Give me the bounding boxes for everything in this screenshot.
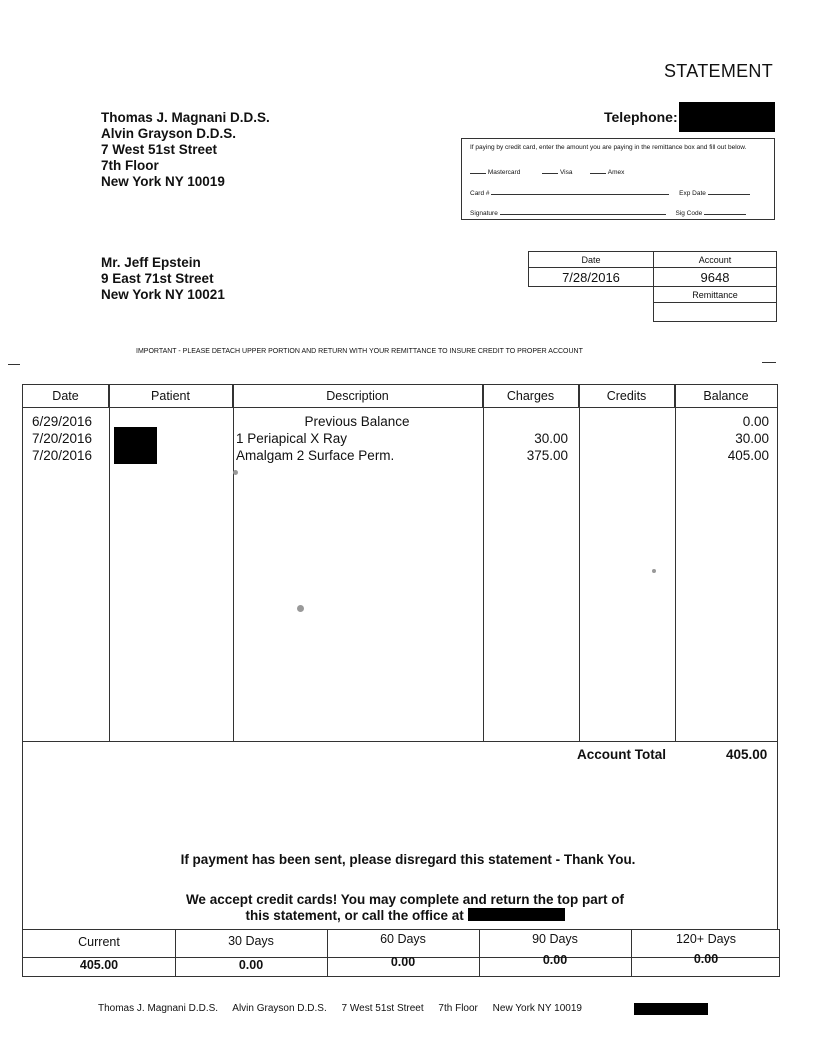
detach-mark-left bbox=[8, 364, 20, 365]
credit-card-message-line2: this statement, or call the office at bbox=[170, 908, 640, 924]
visa-option[interactable]: Visa bbox=[559, 169, 573, 176]
credit-card-message bbox=[170, 892, 640, 924]
aging-divider bbox=[327, 930, 328, 976]
header-date: Date bbox=[23, 385, 109, 407]
transactions-table bbox=[22, 384, 778, 930]
remittance-label: Remittance bbox=[654, 287, 777, 303]
redacted-telephone bbox=[679, 102, 775, 132]
col-divider bbox=[233, 385, 234, 741]
card-number-label: Card # bbox=[470, 190, 490, 197]
date-account-box bbox=[528, 251, 777, 322]
aging-header-current: Current bbox=[78, 935, 120, 949]
card-type-row bbox=[470, 167, 624, 176]
redacted-phone bbox=[468, 908, 565, 921]
row-description: Previous Balance bbox=[304, 414, 410, 429]
payment-sent-message: If payment has been sent, please disregard this statement - Thank You. bbox=[180, 852, 636, 867]
sig-code-label: Sig Code bbox=[675, 210, 703, 217]
remittance-field[interactable] bbox=[654, 303, 777, 322]
date-column bbox=[32, 413, 92, 464]
aging-header-120: 120+ Days bbox=[675, 932, 737, 946]
body-divider bbox=[23, 741, 777, 742]
statement-title: STATEMENT bbox=[664, 61, 774, 81]
row-balance: 0.00 bbox=[742, 414, 769, 429]
redacted-patient bbox=[114, 427, 157, 464]
provider-line: 7 West 51st Street bbox=[101, 142, 218, 157]
col-divider bbox=[579, 385, 580, 741]
card-number-row bbox=[470, 188, 750, 197]
row-balance: 30.00 bbox=[735, 431, 769, 446]
signature-row bbox=[470, 208, 746, 217]
amex-option[interactable]: Amex bbox=[607, 169, 625, 176]
row-description: Amalgam 2 Surface Perm. bbox=[236, 448, 395, 463]
header-patient: Patient bbox=[109, 385, 233, 407]
signature-field[interactable] bbox=[500, 208, 666, 215]
footer-item: Thomas J. Magnani D.D.S. bbox=[98, 1003, 219, 1014]
footer-item: 7 West 51st Street bbox=[341, 1003, 424, 1014]
row-date: 7/20/2016 bbox=[32, 448, 93, 463]
credit-card-box bbox=[461, 138, 775, 220]
scan-speck bbox=[297, 605, 304, 612]
row-charge bbox=[490, 413, 568, 430]
card-number-field[interactable] bbox=[491, 188, 669, 195]
header-credits: Credits bbox=[579, 385, 675, 407]
col-divider bbox=[109, 385, 110, 741]
aging-header-60: 60 Days bbox=[380, 932, 426, 946]
scan-speck bbox=[233, 470, 238, 475]
scan-speck bbox=[652, 569, 656, 573]
col-divider bbox=[483, 385, 484, 741]
detach-notice: IMPORTANT - PLEASE DETACH UPPER PORTION AND RETURN WITH YOUR REMITTANCE TO INSURE CREDIT TO PROPER ACCOUNT bbox=[136, 348, 583, 355]
aging-value-current: 405.00 bbox=[79, 958, 119, 972]
sig-code-field[interactable] bbox=[704, 208, 746, 215]
header-charges: Charges bbox=[483, 385, 579, 407]
account-number: 9648 bbox=[654, 268, 777, 287]
provider-line: 7th Floor bbox=[101, 158, 159, 173]
signature-label: Signature bbox=[470, 210, 498, 217]
credit-card-message-line1: We accept credit cards! You may complete and return the top part of bbox=[185, 892, 625, 907]
col-divider bbox=[675, 385, 676, 741]
provider-line: Alvin Grayson D.D.S. bbox=[101, 126, 237, 141]
row-date: 7/20/2016 bbox=[32, 431, 93, 446]
description-column bbox=[236, 413, 478, 464]
date-label: Date bbox=[529, 252, 654, 268]
header-balance: Balance bbox=[703, 389, 749, 403]
redacted-footer-phone bbox=[634, 1003, 708, 1015]
patient-line: 9 East 71st Street bbox=[101, 271, 214, 286]
account-label: Account bbox=[654, 252, 777, 268]
provider-address bbox=[101, 110, 270, 190]
footer-address bbox=[98, 1003, 594, 1014]
row-description: 1 Periapical X Ray bbox=[236, 431, 348, 446]
aging-value-120: 0.00 bbox=[693, 952, 719, 966]
credit-card-note: If paying by credit card, enter the amount you are paying in the remittance box and fill out below. bbox=[470, 144, 747, 151]
row-balance: 405.00 bbox=[727, 448, 769, 463]
row-charge: 30.00 bbox=[534, 431, 568, 446]
header-description: Description bbox=[233, 385, 483, 407]
aging-table bbox=[22, 929, 780, 977]
aging-header-90: 90 Days bbox=[532, 932, 578, 946]
row-charge: 375.00 bbox=[526, 448, 568, 463]
aging-value-30: 0.00 bbox=[238, 958, 264, 972]
patient-address bbox=[101, 255, 225, 303]
account-total-value: 405.00 bbox=[726, 747, 768, 762]
exp-date-label: Exp Date bbox=[679, 190, 706, 197]
mastercard-option[interactable]: Mastercard bbox=[487, 169, 521, 176]
exp-date-field[interactable] bbox=[708, 188, 750, 195]
patient-line: New York NY 10021 bbox=[101, 287, 225, 302]
account-total-label: Account Total bbox=[577, 747, 666, 762]
aging-value-90: 0.00 bbox=[542, 953, 568, 967]
patient-line: Mr. Jeff Epstein bbox=[101, 255, 201, 270]
aging-header-30: 30 Days bbox=[228, 934, 274, 948]
row-date: 6/29/2016 bbox=[32, 414, 93, 429]
detach-mark-right bbox=[762, 362, 776, 363]
footer-item: 7th Floor bbox=[438, 1003, 478, 1014]
footer-item: Alvin Grayson D.D.S. bbox=[232, 1003, 327, 1014]
statement-date: 7/28/2016 bbox=[529, 268, 654, 287]
balance-column bbox=[690, 413, 769, 464]
telephone-label: Telephone: bbox=[604, 109, 678, 125]
provider-line: New York NY 10019 bbox=[101, 174, 225, 189]
aging-value-60: 0.00 bbox=[390, 955, 416, 969]
charges-column bbox=[490, 413, 568, 464]
footer-item: New York NY 10019 bbox=[492, 1003, 582, 1014]
header-divider bbox=[23, 407, 777, 408]
provider-line: Thomas J. Magnani D.D.S. bbox=[101, 110, 270, 125]
